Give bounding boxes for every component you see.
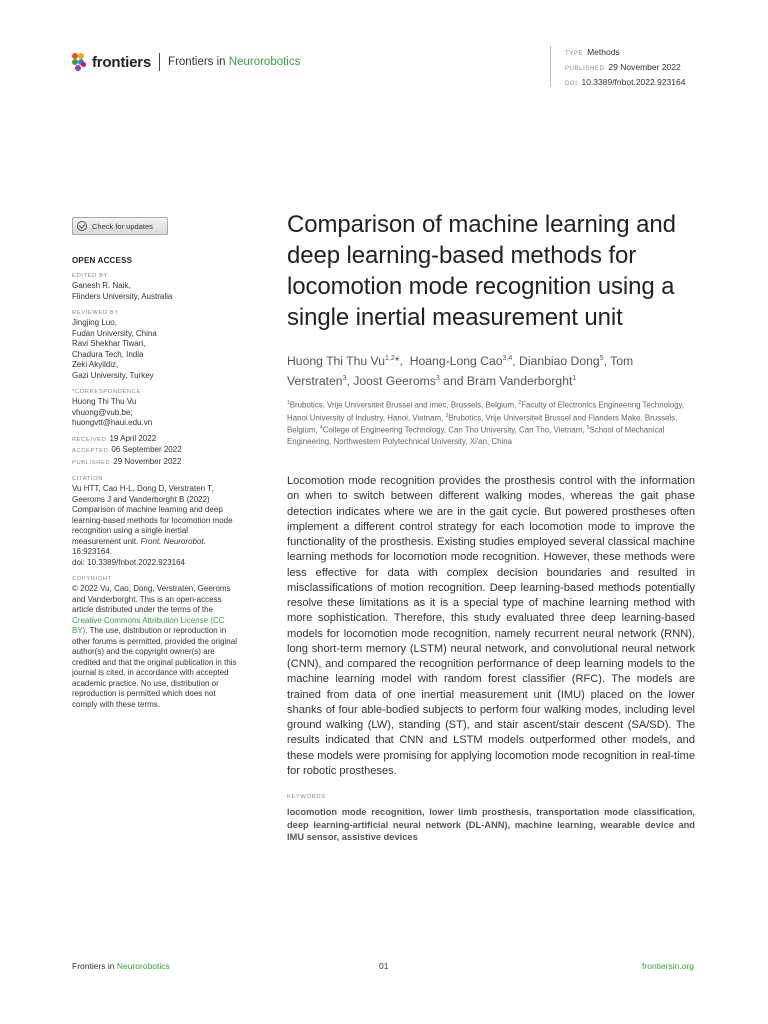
journal-name[interactable]: Frontiers in Neurorobotics	[168, 56, 301, 68]
footer-site-link[interactable]: frontiersin.org	[642, 961, 694, 971]
abstract: Locomotion mode recognition provides the prosthesis control with the information on when to switch between different walking modes, whereas the gait phase detection indicates where we are in the gait cycle. But powered prostheses often implement a different control strategy for each locomotion mode to improve the functionality of the prosthesis. Existing studies employed several classical machine learning methods for locomotion mode recognition. However, these methods were less effective for data with complex decision boundaries and resulted in misclassifications of motion recognition. Deep learning-based methods potentially resolve these limitations as it is a special type of machine learning method with more sophistication. Therefore, this study evaluated three deep learning-based models for locomotion mode recognition, namely recurrent neural network (RNN), long short-term memory (LSTM) neural network, and convolutional neural network (CNN), and compared the recognition performance of deep learning models to the machine learning model with random forest classifier (RFC). The models are trained from data of one inertial measurement unit (IMU) placed on the lower shanks of four able-bodied subjects to perform four walking modes, including level ground walking (LW), standing (ST), and stair ascent/stair descent (SA/SD). The results indicated that CNN and LSTM models outperformed other models, and these models were promising for applying locomotion mode recognition in real-time for robotic prostheses.	[287, 475, 695, 777]
edited-by: Ganesh R. Naik, Flinders University, Australia	[72, 281, 173, 301]
correspondence-label: *CORRESPONDENCE	[72, 389, 141, 395]
license-link[interactable]: Creative Commons Attribution License (CC BY)	[72, 615, 225, 635]
author[interactable]: Hoang-Long Cao$^{3,4}$	[409, 354, 513, 369]
page-footer	[72, 961, 694, 975]
check-for-updates-button[interactable]: Check for updates	[72, 217, 168, 235]
reviewed-by: Jingjing Luo, Fudan University, China Ravi Shekhar Tiwari, Chadura Tech, India Zeki Akyildiz, Gazi University, Turkey	[72, 318, 157, 380]
article-main	[287, 209, 695, 844]
logo-wordmark: frontiers	[92, 53, 152, 71]
citation-label: CITATION	[72, 476, 103, 482]
author[interactable]: Joost Geeroms$^3$	[353, 374, 440, 389]
frontiers-logo[interactable]	[72, 53, 300, 71]
author[interactable]: Tom Verstraten$^3$	[287, 354, 634, 389]
article-meta	[550, 46, 685, 86]
email-link[interactable]: vhuong@vub.be;	[72, 407, 133, 417]
email-link[interactable]: huongvtt@haui.edu.vn	[72, 418, 153, 427]
keywords: locomotion mode recognition, lower limb prosthesis, transportation mode classification, deep learning-artificial neural network (DL-ANN), machine learning, wearable device and IMU sensor, assistive devices	[287, 807, 695, 842]
copyright-label: COPYRIGHT	[72, 576, 112, 582]
author-list: Huong Thi Thu Vu$^{1,2}$*, Hoang-Long Cao$^{3,4}$, Dianbiao Dong$^5$, Tom Verstraten$^3$, Joost Geeroms$^3$ and Bram Vanderborght$^1$	[287, 354, 634, 389]
logo-separator	[159, 53, 160, 71]
keywords-label: KEYWORDS	[287, 794, 326, 800]
date-published: PUBLISHED 29 November 2022	[72, 456, 182, 466]
page-header	[72, 47, 702, 90]
article-sidebar	[72, 217, 237, 710]
article-dates	[72, 434, 237, 469]
article-title: Comparison of machine learning and deep learning-based methods for locomotion mode recognition using a single inertial measurement unit	[287, 211, 676, 331]
citation: Vu HTT, Cao H-L, Dong D, Verstraten T, Geeroms J and Vanderborght B (2022) Comparison of machine learning and deep learning-based methods for locomotion mode recognition using a single inertial measurement unit. Front. Neurorobot. 16:923164. doi: 10.3389/fnbot.2022.923164	[72, 484, 237, 568]
reviewed-by-label: REVIEWED BY	[72, 310, 119, 316]
page-number: 01	[379, 961, 389, 971]
frontiers-logo-icon	[72, 53, 88, 71]
author[interactable]: Dianbiao Dong$^5$	[519, 354, 604, 369]
date-received: RECEIVED 19 April 2022	[72, 433, 157, 443]
author[interactable]: Bram Vanderborght$^1$	[466, 374, 577, 389]
citation-doi[interactable]: doi: 10.3389/fnbot.2022.923164	[72, 557, 185, 567]
date-accepted: ACCEPTED 06 September 2022	[72, 445, 182, 454]
affiliations: $^1$Brubotics, Vrije Universiteit Brussel and imec, Brussels, Belgium, $^2$Faculty of Electronics Engineering Technology, Hanoi University of Industry, Hanoi, Vietnam, $^3$Brubotics, Vrije Universiteit Brussel and Flanders Make, Brussels, Belgium, $^4$College of Engineering Technology, Can Tho University, Can Tho, Vietnam, $^5$School of Mechanical Engineering, Northwestern Polytechnical University, Xi'an, China	[287, 400, 685, 446]
author[interactable]: Huong Thi Thu Vu$^{1,2}$*	[287, 354, 400, 369]
meta-type: TYPE Methods	[565, 47, 620, 57]
meta-published: PUBLISHED 29 November 2022	[565, 62, 681, 72]
footer-journal[interactable]: Frontiers in Neurorobotics	[72, 961, 170, 971]
meta-doi[interactable]: DOI 10.3389/fnbot.2022.923164	[565, 77, 686, 87]
open-access-label: OPEN ACCESS	[72, 256, 133, 265]
copyright: © 2022 Vu, Cao, Dong, Verstraten, Geeroms and Vanderborght. This is an open-access article distributed under the terms of the Creative Commons Attribution License (CC BY). The use, distribution or reproduction in other forums is permitted, provided the original author(s) and the copyright owner(s) are credited and that the original publication in this journal is cited, in accordance with accepted academic practice. No use, distribution or reproduction is permitted which does not comply with these terms.	[72, 584, 237, 709]
edited-by-label: EDITED BY	[72, 273, 109, 279]
correspondence: Huong Thi Thu Vu vhuong@vub.be; huongvtt@haui.edu.vn	[72, 397, 237, 429]
check-icon	[77, 221, 87, 231]
